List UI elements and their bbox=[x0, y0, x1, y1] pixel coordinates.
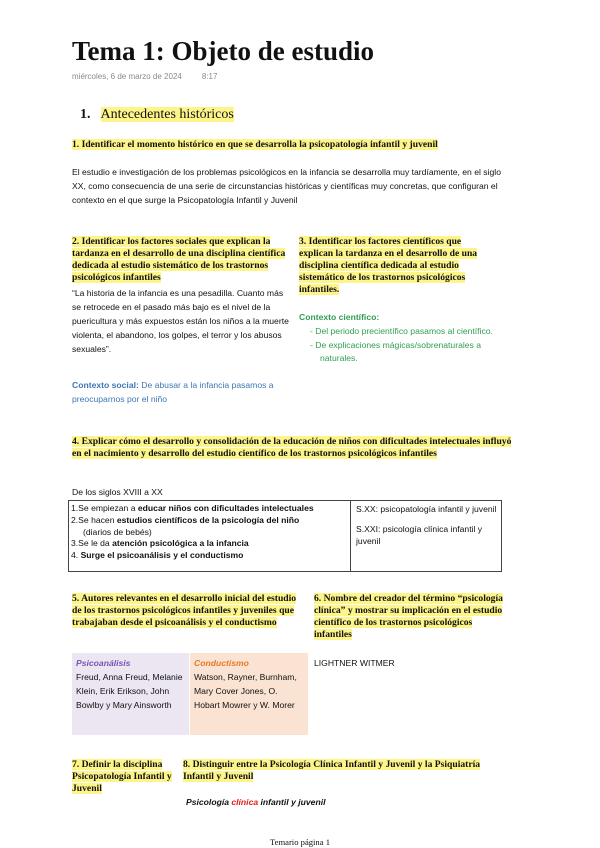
question-7-heading bbox=[72, 759, 180, 795]
behaviorism-header: Conductismo bbox=[194, 658, 249, 668]
question-8-heading bbox=[183, 759, 483, 783]
history-table bbox=[68, 500, 502, 572]
social-context bbox=[72, 378, 290, 406]
table-row bbox=[71, 515, 350, 527]
question-3-text: 3. Identificar los factores científicos que explican la tardanza en el desarrollo de una disciplina científica dedicada al estudio sistemático de los trastornos psicológicos infantiles. bbox=[299, 236, 478, 295]
question-2-text: 2. Identificar los factores sociales que explican la tardanza en el desarrollo de una disciplina científica dedicada al estudio sistemático de los trastornos psicológicos infantiles bbox=[72, 236, 286, 283]
question-6-text: 6. Nombre del creador del término “psicología clínica” y mostrar su implicación en el estudio científico de los trastornos psicológicos infantiles bbox=[314, 593, 503, 640]
question-5-heading bbox=[72, 593, 306, 629]
row-emphasis: educar niños con dificultades intelectuales bbox=[137, 503, 314, 513]
page-title: Tema 1: Objeto de estudio bbox=[72, 36, 374, 66]
table-row: S.XX: psicopatología infantil y juvenil bbox=[356, 504, 497, 514]
row-text: 3.Se le da bbox=[71, 538, 113, 549]
date-text: miércoles, 6 de marzo de 2024 bbox=[72, 72, 182, 81]
question-6-answer: LIGHTNER WITMER bbox=[314, 658, 395, 668]
question-1-body: El estudio e investigación de los problemas psicológicos en la infancia se desarrolla muy tardíamente, en el siglo XX, como consecuencia de una serie de circunstancias históricas y científicas muy concretas, que configuran el contexto en el que surge la Psicopatología Infantil y Juvenil bbox=[72, 167, 501, 205]
question-7-text: 7. Definir la disciplina Psicopatología Infantil y Juvenil bbox=[72, 759, 172, 794]
page-footer: Temario página 1 bbox=[269, 837, 330, 847]
behaviorism-authors: Watson, Rayner, Burnham, Mary Cover Jones, O. Hobart Mowrer y W. Morer bbox=[194, 672, 297, 710]
row-emphasis: Surge el psicoanálisis y el conductismo bbox=[80, 550, 244, 561]
question-8-text: 8. Distinguir entre la Psicología Clínica Infantil y Juvenil y la Psiquiatría Infantil y Juvenil bbox=[183, 759, 481, 782]
row-emphasis: estudios científicos de la psicología del niño bbox=[116, 514, 300, 525]
subheading-emphasis: clínica bbox=[231, 797, 259, 807]
psychoanalysis-column bbox=[72, 653, 189, 735]
scientific-context-label: Contexto científico: bbox=[299, 312, 380, 322]
subheading-part: infantil y juvenil bbox=[258, 797, 326, 807]
clinical-psychology-subheading bbox=[186, 797, 325, 807]
subheading-part: Psicología bbox=[186, 797, 232, 807]
list-item: - De explicaciones mágicas/sobrenaturales a naturales. bbox=[310, 340, 482, 363]
history-table-right bbox=[352, 501, 502, 571]
scientific-context-list bbox=[310, 325, 500, 366]
question-4-subheading: De los siglos XVIII a XX bbox=[72, 487, 163, 497]
table-row: S.XXI: psicología clínica infantil y juvenil bbox=[356, 524, 483, 546]
question-3-heading bbox=[299, 236, 495, 296]
section-heading bbox=[80, 107, 234, 123]
date-stamp bbox=[72, 72, 217, 81]
time-text: 8:17 bbox=[201, 72, 218, 81]
section-number: 1. bbox=[80, 107, 91, 122]
row-text: 1.Se empiezan a bbox=[71, 503, 138, 513]
social-context-text: De abusar a la infancia pasamos a preocuparnos por el niño bbox=[72, 380, 274, 404]
section-label: Antecedentes históricos bbox=[100, 107, 234, 122]
list-item: - Del periodo precientífico pasamos al científico. bbox=[310, 326, 493, 336]
social-context-label: Contexto social: bbox=[72, 380, 139, 390]
authors-comparison bbox=[72, 653, 308, 735]
psychoanalysis-authors: Freud, Anna Freud, Melanie Klein, Erik Erikson, John Bowlby y Mary Ainsworth bbox=[76, 672, 183, 710]
table-row bbox=[71, 550, 350, 562]
psychoanalysis-header: Psicoanálisis bbox=[76, 658, 131, 668]
table-row bbox=[71, 503, 350, 515]
question-4-heading bbox=[72, 436, 520, 460]
table-row bbox=[71, 538, 350, 550]
question-4-text: 4. Explicar cómo el desarrollo y consolidación de la educación de niños con dificultades intelectuales influyó en el nacimiento y desarrollo del estudio científico de los trastornos psicológicos infantiles bbox=[72, 436, 512, 459]
row-text: 2.Se hacen bbox=[71, 514, 117, 525]
question-2-heading bbox=[72, 236, 294, 284]
question-1-heading bbox=[72, 139, 532, 151]
history-table-left bbox=[69, 501, 351, 571]
historical-quote: “La historia de la infancia es una pesadilla. Cuanto más se retrocede en el pasado más bajo es el nivel de la puericultura y más expuestos están los niños a la muerte violenta, el abandono, los golpes, el terror y los abusos sexuales”. bbox=[72, 288, 289, 354]
question-1-text: 1. Identificar el momento histórico en que se desarrolla la psicopatología infantil y juvenil bbox=[72, 139, 438, 150]
question-5-text: 5. Autores relevantes en el desarrollo inicial del estudio de los trastornos psicológicos infantiles y juveniles que trabajaban desde el psicoanálisis y el conductismo bbox=[72, 593, 297, 628]
behaviorism-column bbox=[190, 653, 308, 735]
row-text: 4. bbox=[71, 550, 81, 561]
question-6-heading bbox=[314, 593, 506, 641]
table-row: (diarios de bebés) bbox=[83, 526, 152, 537]
row-emphasis: atención psicológica a la infancia bbox=[112, 538, 249, 549]
